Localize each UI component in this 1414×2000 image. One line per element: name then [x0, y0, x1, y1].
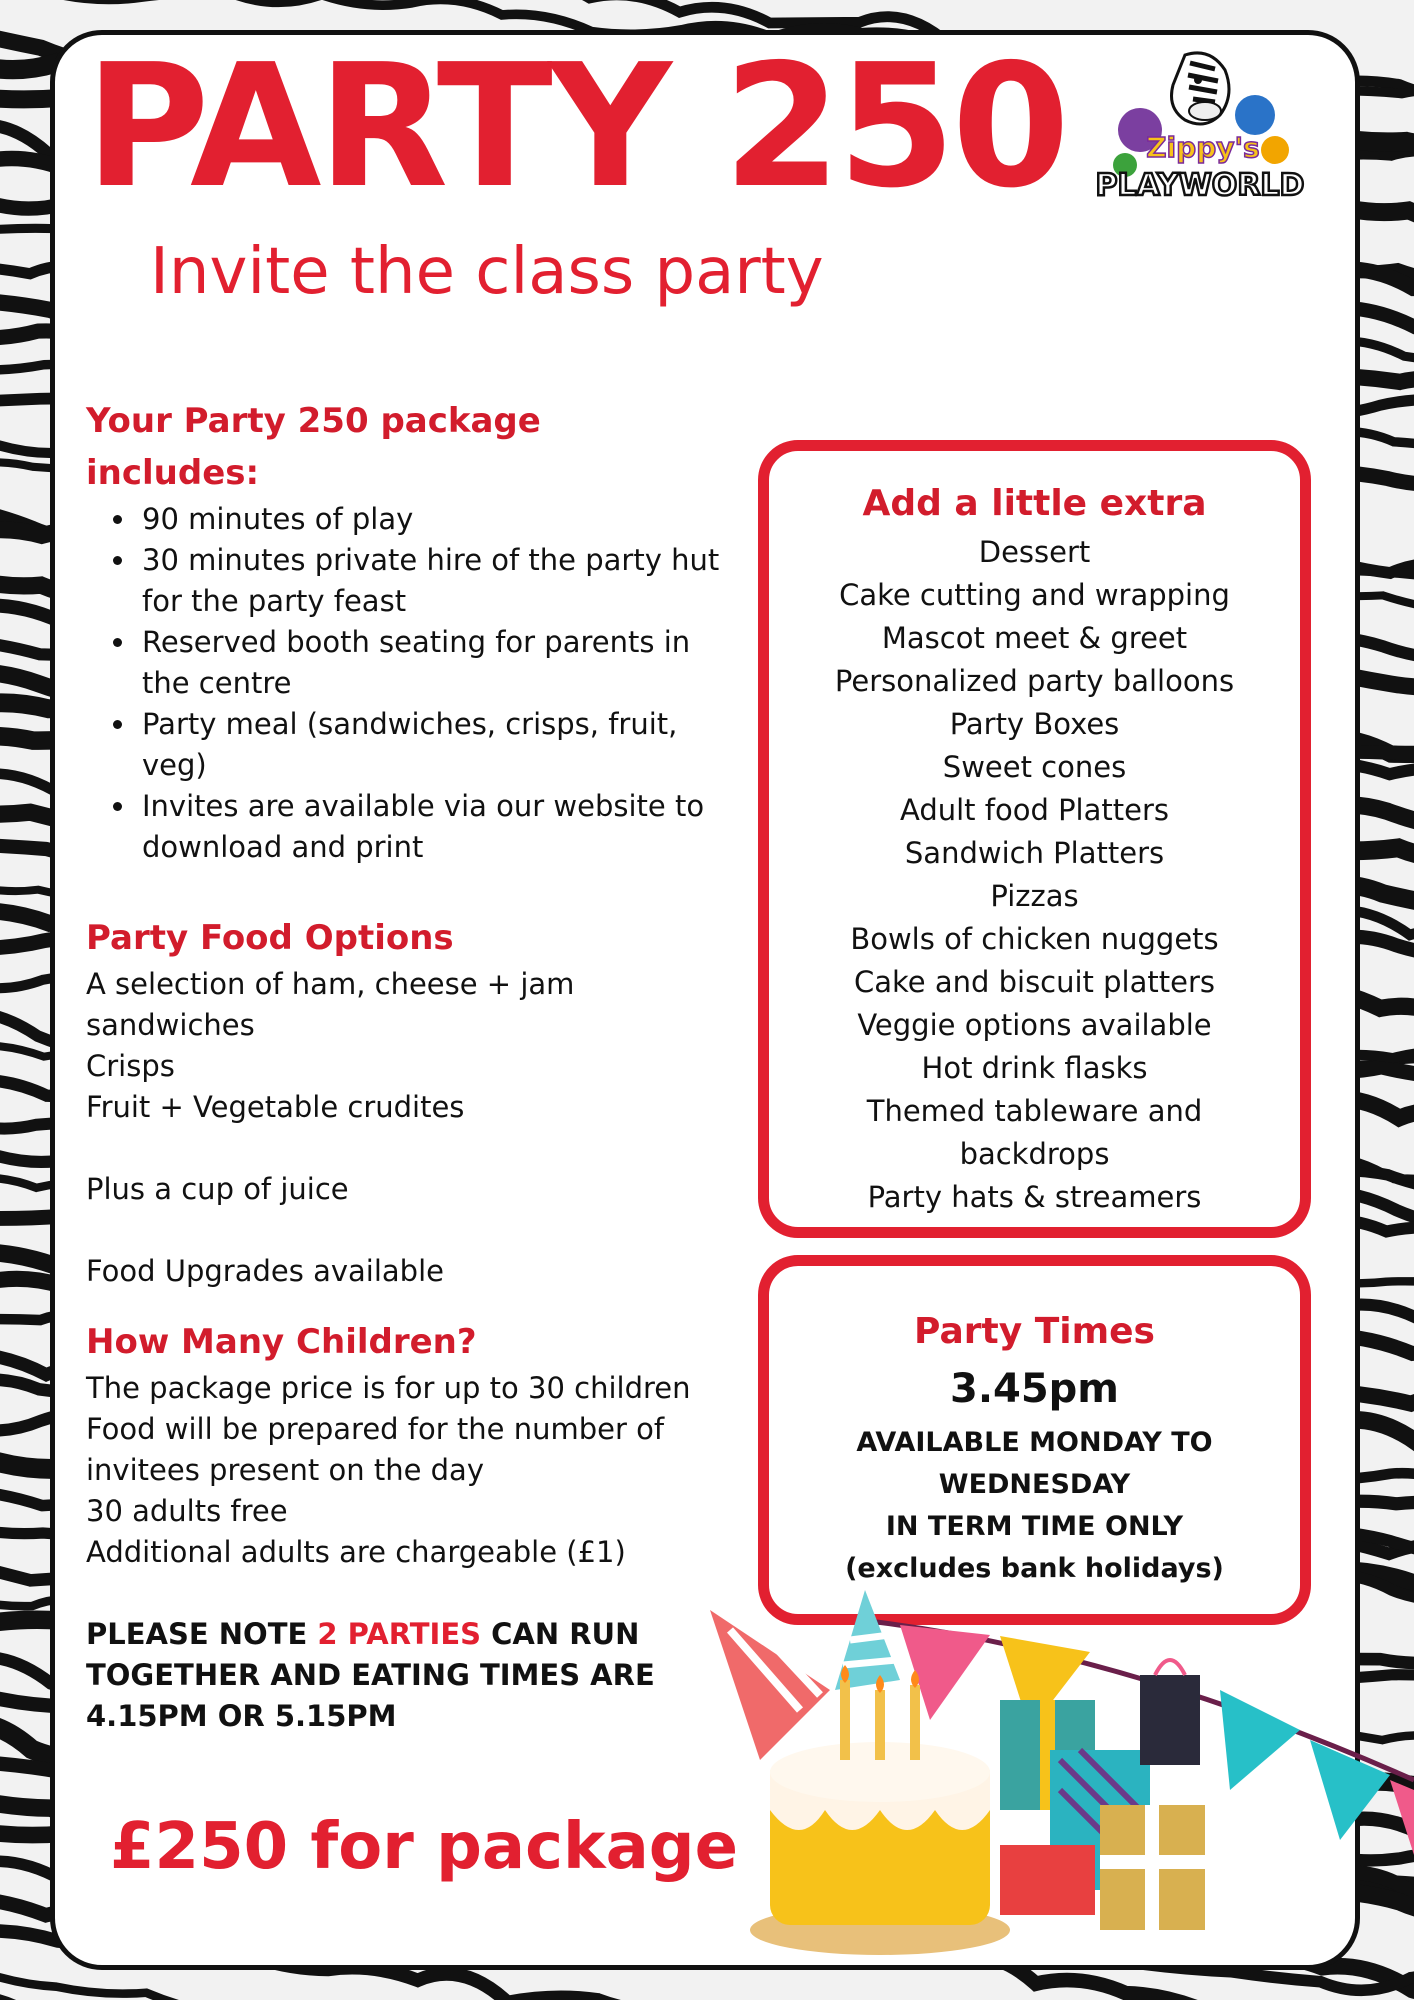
extra-item: Pizzas — [990, 879, 1079, 913]
food-lines — [86, 964, 746, 1292]
extra-item: Cake and biscuit platters — [853, 965, 1215, 999]
extra-item: Mascot meet & greet — [881, 621, 1188, 655]
party-times-box — [758, 1255, 1311, 1625]
package-list — [86, 499, 746, 868]
children-line: The package price is for up to 30 children — [86, 1371, 691, 1405]
list-item: • Invites are available via our website to download and print — [138, 786, 746, 868]
left-column — [86, 395, 746, 1737]
children-line: Additional adults are chargeable (£1) — [86, 1535, 626, 1569]
note-suffix: CAN RUN TOGETHER AND EATING TIMES ARE 4.15PM OR 5.15PM — [86, 1617, 655, 1733]
extra-item: Party Boxes — [949, 707, 1120, 741]
food-line: Fruit + Vegetable crudites — [86, 1090, 465, 1124]
extras-heading: Add a little extra — [862, 483, 1207, 524]
extra-item: Themed tableware and backdrops — [866, 1094, 1203, 1171]
food-line: Crisps — [86, 1049, 175, 1083]
party-hat-icon — [710, 1590, 900, 1760]
list-item: • 90 minutes of play — [138, 499, 746, 540]
package-price: £250 for package — [110, 1810, 738, 1884]
extra-item: Party hats & streamers — [867, 1180, 1202, 1214]
bank-holiday-note: (excludes bank holidays) — [845, 1553, 1224, 1584]
food-line: Plus a cup of juice — [86, 1172, 349, 1206]
food-line — [86, 1210, 746, 1251]
logo-text-bottom: PLAYWORLD — [1095, 168, 1305, 203]
extra-item: Dessert — [978, 535, 1091, 569]
term-time-note: IN TERM TIME ONLY — [885, 1511, 1184, 1542]
extra-item: Cake cutting and wrapping — [839, 578, 1230, 612]
shopping-bag-icon — [1140, 1660, 1200, 1765]
logo-text-top: Zippy's — [1146, 131, 1260, 164]
food-line: Food Upgrades available — [86, 1254, 444, 1288]
note-highlight: 2 PARTIES — [317, 1617, 482, 1651]
extra-item: Sweet cones — [942, 750, 1127, 784]
times-heading: Party Times — [914, 1311, 1155, 1352]
children-lines — [86, 1368, 746, 1573]
package-heading-line1: Your Party 250 package — [86, 401, 541, 441]
party-time: 3.45pm — [949, 1366, 1119, 1412]
extra-item: Adult food Platters — [899, 793, 1169, 827]
eating-times-note — [86, 1614, 746, 1737]
list-item: • Reserved booth seating for parents in the centre — [138, 622, 746, 704]
package-heading-line2: includes: — [86, 453, 260, 493]
extra-item: Personalized party balloons — [834, 664, 1235, 698]
extra-item: Veggie options available — [857, 1008, 1212, 1042]
food-line — [86, 1128, 746, 1169]
extra-item: Hot drink flasks — [921, 1051, 1148, 1085]
children-line: 30 adults free — [86, 1494, 288, 1528]
party-decoration-illustration — [700, 1580, 1414, 2000]
food-line: A selection of ham, cheese + jam sandwiches — [86, 967, 575, 1042]
children-heading: How Many Children? — [86, 1322, 477, 1362]
availability-days: AVAILABLE MONDAY TO WEDNESDAY — [856, 1427, 1213, 1500]
zippys-playworld-logo — [1085, 45, 1315, 240]
page-subtitle: Invite the class party — [150, 235, 824, 309]
children-line: Food will be prepared for the number of invitees present on the day — [86, 1412, 665, 1487]
extra-item: Bowls of chicken nuggets — [850, 922, 1219, 956]
list-item: • 30 minutes private hire of the party hut for the party feast — [138, 540, 746, 622]
list-item: • Party meal (sandwiches, crisps, fruit, veg) — [138, 704, 746, 786]
note-prefix: PLEASE NOTE — [86, 1617, 318, 1651]
extras-box — [758, 440, 1311, 1238]
page-title: PARTY 250 — [85, 28, 1066, 226]
extra-item: Sandwich Platters — [904, 836, 1165, 870]
food-heading: Party Food Options — [86, 918, 454, 958]
